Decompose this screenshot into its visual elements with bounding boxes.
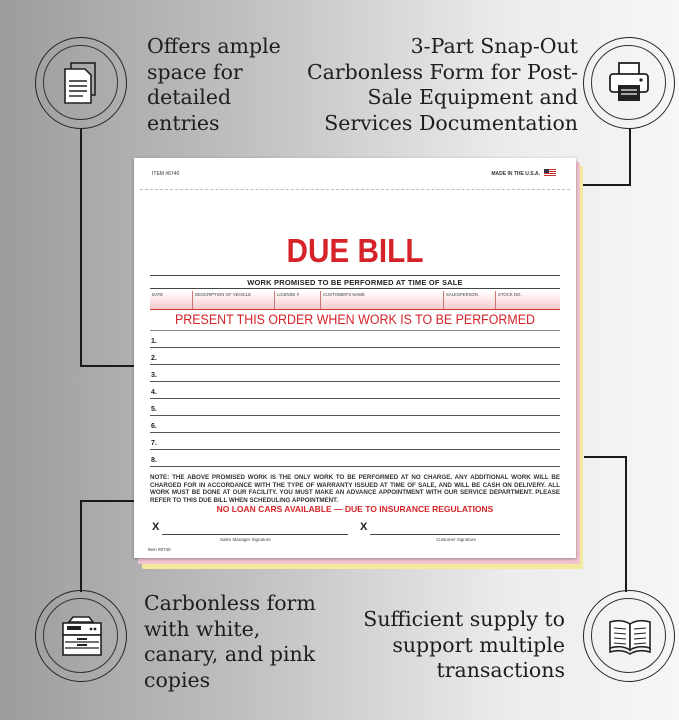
line-number: 1. bbox=[151, 338, 157, 345]
sales-manager-signature-line bbox=[162, 534, 348, 535]
connector-line bbox=[629, 128, 631, 186]
customer-signature-line bbox=[370, 534, 560, 535]
line-number: 5. bbox=[151, 406, 157, 413]
document-icon-circle bbox=[35, 37, 127, 129]
customer-signature-label: Customer Signature bbox=[436, 537, 477, 542]
entry-line bbox=[150, 449, 560, 467]
header-row bbox=[150, 291, 560, 310]
open-book-icon bbox=[607, 612, 653, 660]
made-in-usa: MADE IN THE U.S.A. bbox=[491, 171, 540, 177]
entry-line bbox=[150, 347, 560, 365]
us-flag-icon bbox=[544, 169, 556, 177]
copier-icon bbox=[59, 612, 105, 660]
line-number: 8. bbox=[151, 457, 157, 464]
item-number: ITEM #6740 bbox=[152, 171, 180, 177]
callout-carbonless-copies: Carbonless form with white, canary, and pink copies bbox=[144, 591, 316, 692]
present-order-notice: PRESENT THIS ORDER WHEN WORK IS TO BE PERFORMED bbox=[174, 312, 536, 327]
header-cell: DESCRIPTION OF VEHICLE bbox=[192, 291, 274, 309]
line-number: 3. bbox=[151, 372, 157, 379]
divider bbox=[150, 288, 560, 289]
callout-ample-space: Offers ample space for detailed entries bbox=[147, 34, 281, 135]
line-number: 2. bbox=[151, 355, 157, 362]
line-number: 6. bbox=[151, 423, 157, 430]
entry-line bbox=[150, 415, 560, 433]
header-cell: DATE bbox=[152, 292, 164, 297]
printer-icon-circle bbox=[583, 37, 675, 129]
terms-note: NOTE: THE ABOVE PROMISED WORK IS THE ONLY WORK TO BE PERFORMED AT NO CHARGE. ANY ADDITIONAL WORK WILL BE CHARGED FOR IN ACCORDANCE WITH THE TYPE OF WARRANTY ISSUED AT TIME OF SALE, AND WILL BE CASH ON DELIVERY. ALL WORK MUST BE DONE AT OUR FACILITY. YOU MUST MAKE AN ADVANCE APPOINTMENT WITH OUR SERVICE DEPARTMENT. PLEASE REFER TO THIS DUE BILL WHEN SCHEDULING APPOINTMENT. bbox=[150, 474, 560, 504]
callout-sufficient-supply: Sufficient supply to support multiple transactions bbox=[363, 607, 565, 682]
line-number: 4. bbox=[151, 389, 157, 396]
sales-manager-signature-label: Sales Manager Signature bbox=[220, 537, 271, 542]
connector-line bbox=[625, 456, 627, 592]
entry-line bbox=[150, 398, 560, 416]
entry-line bbox=[150, 432, 560, 450]
no-loan-cars-notice: NO LOAN CARS AVAILABLE — DUE TO INSURANCE REGULATIONS bbox=[216, 504, 494, 514]
signature-mark: X bbox=[360, 521, 368, 533]
divider bbox=[150, 275, 560, 276]
due-bill-form bbox=[134, 158, 576, 558]
header-cell: STOCK NO. bbox=[495, 291, 560, 309]
form-title: DUE BILL bbox=[286, 232, 424, 269]
header-cell: LICENSE # bbox=[274, 291, 320, 309]
entry-line bbox=[150, 381, 560, 399]
promise-heading: WORK PROMISED TO BE PERFORMED AT TIME OF SALE bbox=[247, 278, 463, 287]
header-cell: CUSTOMER'S NAME bbox=[320, 291, 443, 309]
connector-line bbox=[80, 500, 82, 592]
connector-line bbox=[80, 500, 136, 502]
entry-line bbox=[150, 330, 560, 348]
header-cell: SALESPERSON bbox=[443, 291, 495, 309]
line-number: 7. bbox=[151, 440, 157, 447]
connector-line bbox=[80, 365, 136, 367]
open-book-icon-circle bbox=[583, 590, 675, 682]
footer-item-number: Item #6740 bbox=[148, 547, 171, 552]
connector-line bbox=[80, 128, 82, 366]
copier-icon-circle bbox=[35, 590, 127, 682]
printer-icon bbox=[607, 59, 653, 107]
entry-line bbox=[150, 364, 560, 382]
connector-line bbox=[575, 184, 631, 186]
callout-snap-out-form: 3-Part Snap-Out Carbonless Form for Post- Sale Equipment and Services Documentation bbox=[306, 34, 578, 135]
document-icon bbox=[59, 59, 103, 107]
signature-mark: X bbox=[152, 521, 160, 533]
connector-line bbox=[584, 456, 627, 458]
perforation-line bbox=[140, 189, 570, 190]
